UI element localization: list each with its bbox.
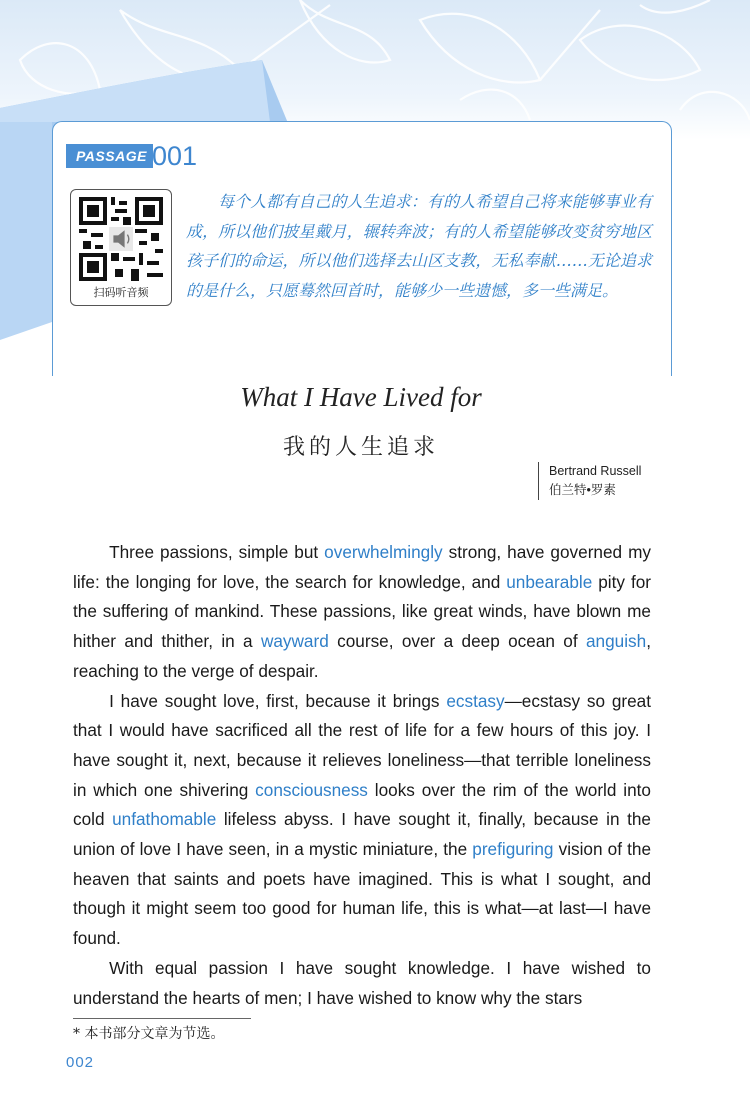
article-text: I have sought love, first, because it brings bbox=[109, 690, 447, 711]
title-english: What I Have Lived for bbox=[240, 382, 482, 412]
footnote-divider bbox=[73, 1018, 251, 1019]
article-text: —ecstasy so great that I would have sacrificed all the rest of life for a few hours of this joy. I have sought it, next, because it relieves loneliness—that terrible loneliness in which one shivering bbox=[73, 690, 651, 800]
article-text: , reaching to the verge of despair. bbox=[73, 631, 651, 681]
author-block bbox=[538, 462, 641, 500]
vocabulary-keyword: anguish bbox=[585, 631, 647, 652]
article-paragraph bbox=[73, 538, 651, 687]
vocabulary-keyword: prefiguring bbox=[472, 839, 554, 860]
qr-code-audio[interactable] bbox=[70, 189, 172, 306]
article-text: strong, have governed my life: the longing for love, the search for knowledge, and bbox=[73, 542, 652, 592]
intro-text: 每个人都有自己的人生追求：有的人希望自己将来能够事业有成，所以他们披星戴月，辗转奔波；有的人希望能够改变贫穷地区孩子们的命运，所以他们选择去山区支教，无私奉献……无论追求的是什么，只愿蓦然回首时，能够少一些遗憾，多一些满足。 bbox=[186, 192, 652, 300]
vocabulary-keyword: consciousness bbox=[255, 779, 368, 800]
article-body bbox=[73, 538, 651, 1013]
article-text: Three passions, simple but bbox=[109, 542, 325, 562]
article-text: With equal passion I have sought knowledge. I have wished to understand the hearts of men; I have wished to know why the stars bbox=[73, 957, 651, 1008]
vocabulary-keyword: unbearable bbox=[506, 571, 593, 592]
article-text: course, over a deep ocean of bbox=[328, 631, 586, 652]
passage-label: PASSAGE bbox=[66, 144, 153, 168]
title-chinese: 我的人生追求 bbox=[282, 435, 439, 460]
chinese-intro bbox=[186, 187, 652, 305]
article-text: looks over the rim of the world into cold bbox=[73, 779, 651, 830]
author-english: Bertrand Russell bbox=[549, 464, 642, 478]
qr-code-icon bbox=[79, 197, 163, 281]
article-paragraph bbox=[73, 687, 651, 954]
vocabulary-keyword: overwhelmingly bbox=[324, 542, 443, 562]
vocabulary-keyword: unfathomable bbox=[112, 809, 217, 830]
article-paragraph bbox=[73, 954, 651, 1013]
article-text: vision of the heaven that saints and poets have imagined. This is what I sought, and though it might seem too good for human life, this is what—at last—I have found. bbox=[73, 839, 651, 949]
author-chinese: 伯兰特•罗素 bbox=[549, 483, 616, 497]
article-text: lifeless abyss. I have sought it, finally, because in the union of love I have seen, in a mystic miniature, the bbox=[73, 809, 651, 860]
vocabulary-keyword: ecstasy bbox=[446, 690, 505, 711]
page-number: 002 bbox=[66, 1054, 95, 1071]
article-text: pity for the suffering of mankind. These passions, like great winds, have blown me hither and thither, in a bbox=[73, 571, 651, 652]
vocabulary-keyword: wayward bbox=[260, 631, 329, 652]
qr-caption: 扫码听音频 bbox=[93, 287, 149, 299]
passage-number: 001 bbox=[152, 141, 198, 171]
footnote: * 本书部分文章为节选。 bbox=[73, 1026, 225, 1042]
